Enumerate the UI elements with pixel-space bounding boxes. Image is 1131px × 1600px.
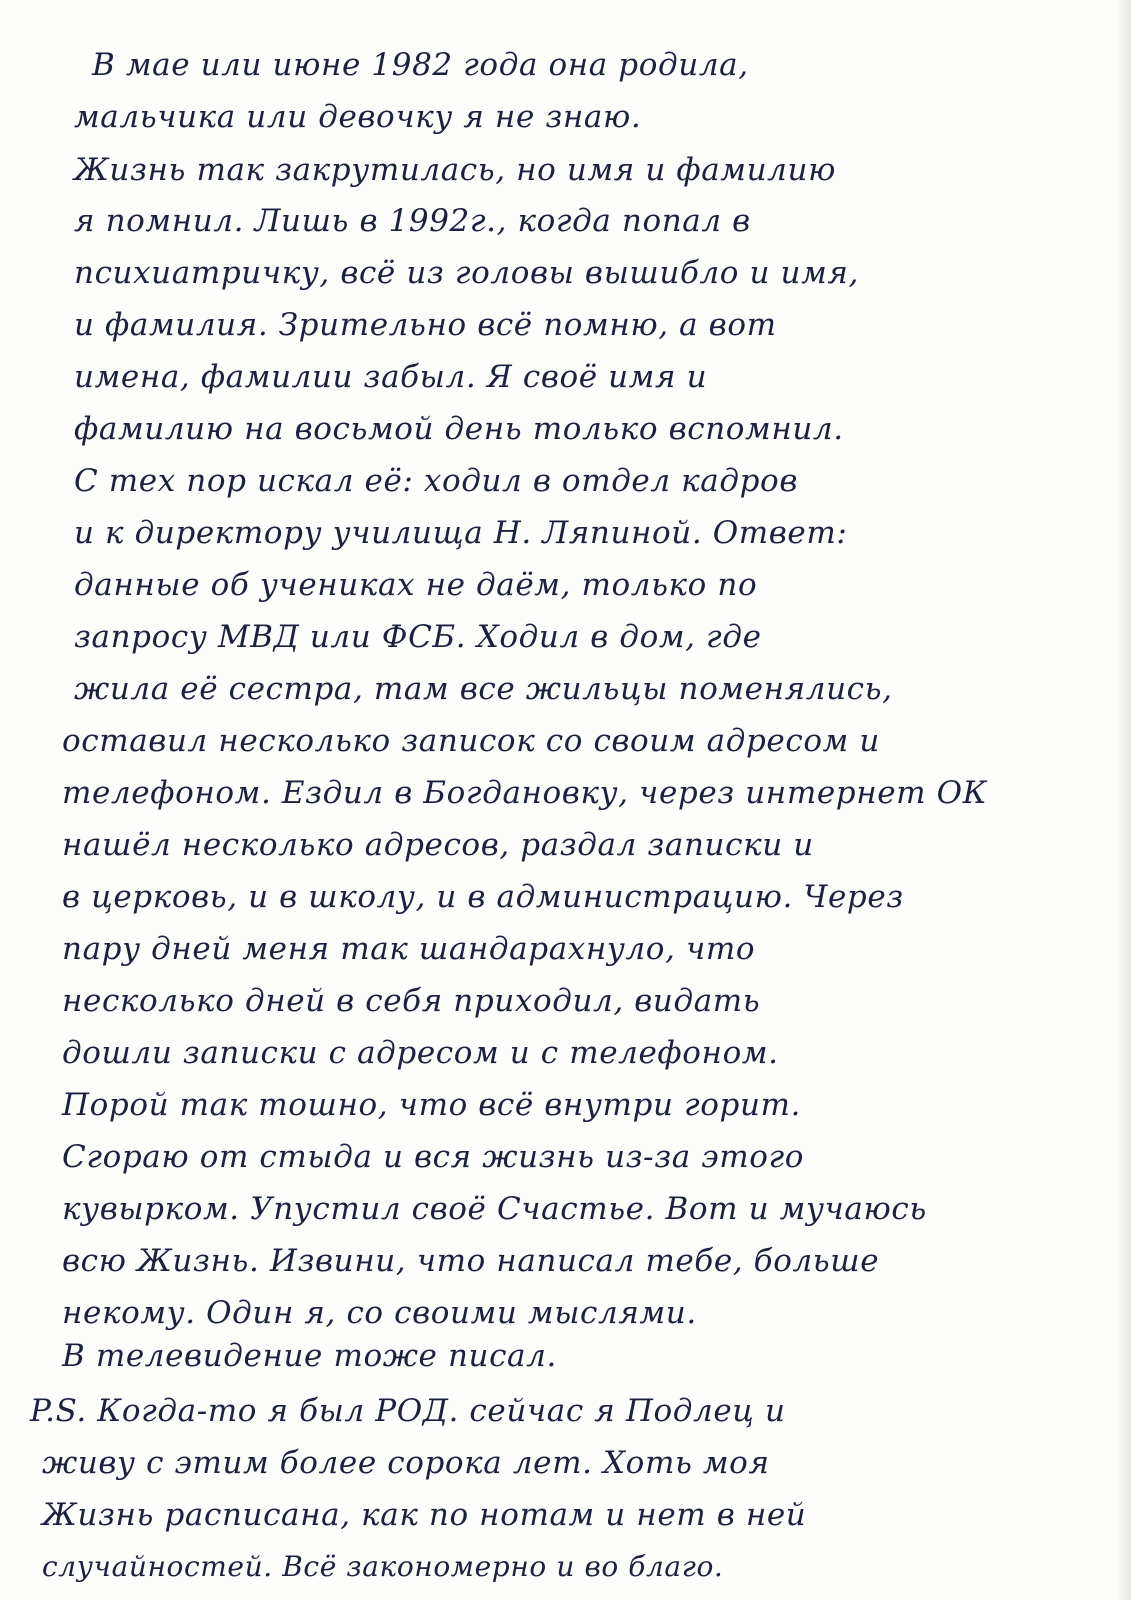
letter-line: Сгораю от стыда и вся жизнь из-за этого xyxy=(62,1139,805,1175)
postscript-line: P.S. Когда-то я был РОД. сейчас я Подлец и xyxy=(30,1393,786,1429)
letter-line: оставил несколько записок со своим адресом и xyxy=(62,723,880,759)
letter-line: некому. Один я, со своими мыслями. xyxy=(62,1295,697,1331)
letter-line: всю Жизнь. Извини, что написал тебе, больше xyxy=(62,1243,880,1279)
letter-line: С тех пор искал её: ходил в отдел кадров xyxy=(74,463,798,499)
letter-line: Жизнь так закрутилась, но имя и фамилию xyxy=(74,152,836,188)
letter-line: и к директору училища Н. Ляпиной. Ответ: xyxy=(74,515,848,551)
letter-line: я помнил. Лишь в 1992г., когда попал в xyxy=(74,203,751,239)
scan-edge-shadow xyxy=(1117,0,1131,1600)
postscript-line: Жизнь расписана, как по нотам и нет в ней xyxy=(42,1497,807,1533)
letter-line: мальчика или девочку я не знаю. xyxy=(74,99,642,135)
letter-line: В телевидение тоже писал. xyxy=(62,1338,557,1374)
letter-line: несколько дней в себя приходил, видать xyxy=(62,983,761,1019)
letter-line: имена, фамилии забыл. Я своё имя и xyxy=(74,359,708,395)
letter-line: дошли записки с адресом и с телефоном. xyxy=(62,1035,779,1071)
letter-line: В мае или июне 1982 года она родила, xyxy=(92,47,749,83)
postscript-line: случайностей. Всё закономерно и во благо. xyxy=(42,1550,724,1583)
letter-line: психиатричку, всё из головы вышибло и имя, xyxy=(74,255,859,291)
letter-line: запросу МВД или ФСБ. Ходил в дом, где xyxy=(74,619,762,655)
letter-line: нашёл несколько адресов, раздал записки и xyxy=(62,827,814,863)
letter-line: кувырком. Упустил своё Счастье. Вот и мучаюсь xyxy=(62,1191,927,1227)
letter-line: пару дней меня так шандарахнуло, что xyxy=(62,931,756,967)
letter-line: жила её сестра, там все жильцы поменялись, xyxy=(74,671,893,707)
letter-line: фамилию на восьмой день только вспомнил. xyxy=(74,411,844,447)
letter-line: и фамилия. Зрительно всё помню, а вот xyxy=(74,307,777,343)
letter-line: в церковь, и в школу, и в администрацию. Через xyxy=(62,879,904,915)
letter-line: телефоном. Ездил в Богдановку, через интернет ОК xyxy=(62,775,988,811)
letter-line: данные об учениках не даём, только по xyxy=(74,567,758,603)
postscript-line: живу с этим более сорока лет. Хоть моя xyxy=(42,1445,770,1481)
letter-line: Порой так тошно, что всё внутри горит. xyxy=(62,1087,801,1123)
